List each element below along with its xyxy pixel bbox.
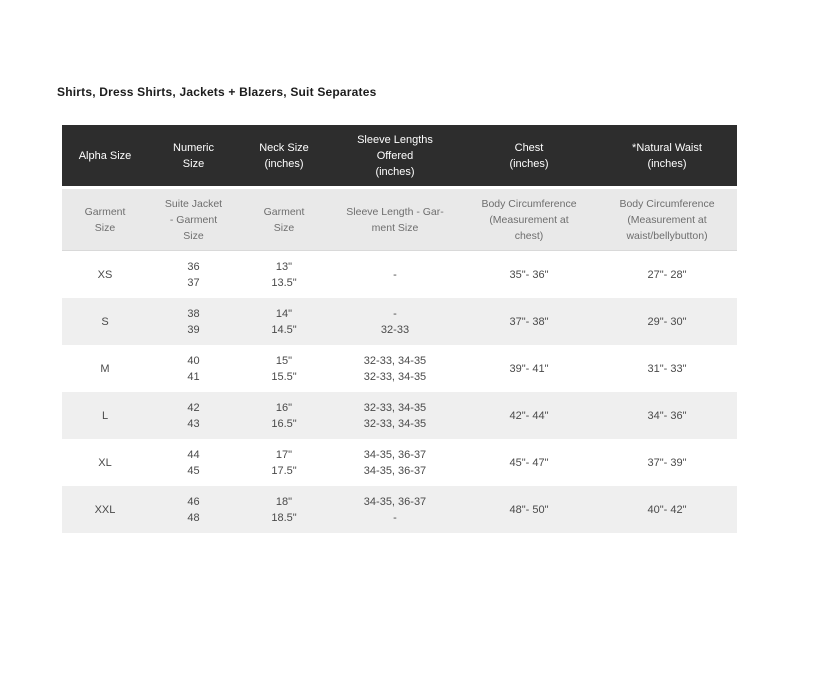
header-cell-alpha-size: Alpha Size [62,125,148,188]
cell-waist: 27"- 28" [597,251,737,299]
table-row-s [62,298,737,345]
subheader-cell-numeric-size: Suite Jacket - Garment Size [148,188,239,251]
cell-waist: 34"- 36" [597,392,737,439]
cell-sleeve: 32-33, 34-35 32-33, 34-35 [329,392,461,439]
cell-neck: 17" 17.5" [239,439,329,486]
subheader-row [62,188,737,251]
table-row-xs [62,251,737,299]
table-row-xxl [62,486,737,533]
header-cell-chest: Chest (inches) [461,125,597,188]
cell-alpha: S [62,298,148,345]
cell-numeric: 46 48 [148,486,239,533]
header-cell-sleeve-lengths: Sleeve Lengths Offered (inches) [329,125,461,188]
cell-waist: 37"- 39" [597,439,737,486]
page-title: Shirts, Dress Shirts, Jackets + Blazers, Suit Separates [57,85,377,99]
cell-chest: 35"- 36" [461,251,597,299]
header-cell-natural-waist: *Natural Waist (inches) [597,125,737,188]
header-row [62,125,737,188]
cell-alpha: XXL [62,486,148,533]
subheader-cell-sleeve-lengths: Sleeve Length - Gar- ment Size [329,188,461,251]
cell-sleeve: 34-35, 36-37 - [329,486,461,533]
cell-neck: 13" 13.5" [239,251,329,299]
table-row-xl [62,439,737,486]
cell-numeric: 40 41 [148,345,239,392]
cell-alpha: XS [62,251,148,299]
cell-numeric: 38 39 [148,298,239,345]
cell-waist: 40"- 42" [597,486,737,533]
cell-chest: 39"- 41" [461,345,597,392]
cell-neck: 18" 18.5" [239,486,329,533]
subheader-cell-chest: Body Circumference (Measurement at chest) [461,188,597,251]
size-chart-table [62,125,737,533]
cell-waist: 29"- 30" [597,298,737,345]
table-row-l [62,392,737,439]
cell-chest: 45"- 47" [461,439,597,486]
cell-sleeve: - [329,251,461,299]
cell-chest: 42"- 44" [461,392,597,439]
cell-alpha: L [62,392,148,439]
header-cell-neck-size: Neck Size (inches) [239,125,329,188]
cell-numeric: 42 43 [148,392,239,439]
cell-neck: 16" 16.5" [239,392,329,439]
cell-alpha: M [62,345,148,392]
subheader-cell-natural-waist: Body Circumference (Measurement at waist/bellybutton) [597,188,737,251]
subheader-cell-neck-size: Garment Size [239,188,329,251]
cell-sleeve: 34-35, 36-37 34-35, 36-37 [329,439,461,486]
header-cell-numeric-size: Numeric Size [148,125,239,188]
cell-alpha: XL [62,439,148,486]
cell-sleeve: 32-33, 34-35 32-33, 34-35 [329,345,461,392]
cell-numeric: 36 37 [148,251,239,299]
cell-chest: 48"- 50" [461,486,597,533]
cell-neck: 14" 14.5" [239,298,329,345]
cell-neck: 15" 15.5" [239,345,329,392]
cell-sleeve: - 32-33 [329,298,461,345]
cell-numeric: 44 45 [148,439,239,486]
table-row-m [62,345,737,392]
cell-chest: 37"- 38" [461,298,597,345]
subheader-cell-alpha-size: Garment Size [62,188,148,251]
cell-waist: 31"- 33" [597,345,737,392]
